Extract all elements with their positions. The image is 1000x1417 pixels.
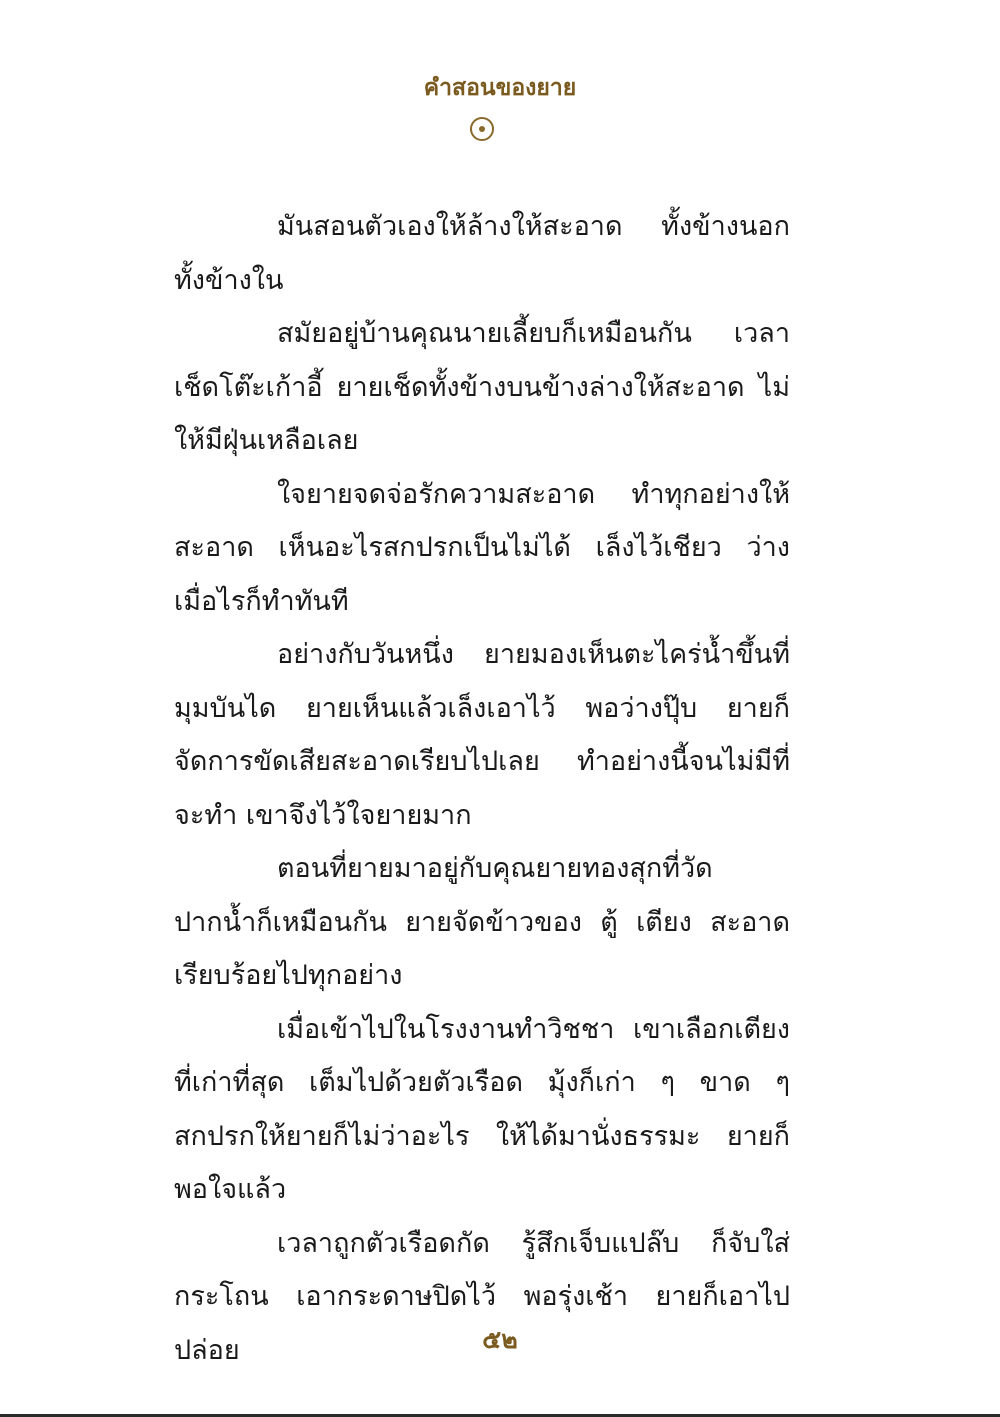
- paragraph-7: เวลาถูกตัวเรือดกัด รู้สึกเจ็บแปล๊บ ก็จับใส่กระโถน เอากระดาษปิดไว้ พอรุ่งเช้า ยายก็เอาไปปล่อย: [174, 1227, 790, 1366]
- body-text: [174, 200, 790, 1377]
- paragraph-4: อย่างกับวันหนึ่ง ยายมองเห็นตะไคร่น้ำขึ้นที่มุมบันได ยายเห็นแล้วเล็งเอาไว้ พอว่างปุ๊บ ยายก็จัดการขัดเสียสะอาดเรียบไปเลย ทำอย่างนี้จนไม่มีที่จะทำ เขาจึงไว้ใจยายมาก: [174, 639, 790, 831]
- paragraph-3: ใจยายจดจ่อรักความสะอาด ทำทุกอย่างให้สะอาด เห็นอะไรสกปรกเป็นไม่ได้ เล็งไว้เชียว ว่างเมื่อไรก็ทำทันที: [174, 478, 790, 617]
- page-number: ๕๒: [482, 1325, 518, 1354]
- paragraph-1: มันสอนตัวเองให้ล้างให้สะอาด ทั้งข้างนอกทั้งข้างใน: [174, 211, 790, 296]
- paragraph-2: สมัยอยู่บ้านคุณนายเลี้ยบก็เหมือนกัน เวลาเช็ดโต๊ะเก้าอี้ ยายเช็ดทั้งข้างบนข้างล่างให้สะอาด ไม่ให้มีฝุ่นเหลือเลย: [174, 318, 790, 456]
- paragraph-5: ตอนที่ยายมาอยู่กับคุณยายทองสุกที่วัดปากน้ำก็เหมือนกัน ยายจัดข้าวของ ตู้ เตียง สะอาดเรียบร้อยไปทุกอย่าง: [174, 853, 790, 991]
- paragraph-6: เมื่อเข้าไปในโรงงานทำวิชชา เขาเลือกเตียงที่เก่าที่สุด เต็มไปด้วยตัวเรือด มุ้งก็เก่า ๆ ขาด ๆ สกปรกให้ยายก็ไม่ว่าอะไร ให้ได้มานั่งธรรมะ ยายก็พอใจแล้ว: [174, 1013, 790, 1205]
- running-head-title: คำสอนของยาย: [423, 75, 577, 101]
- circle-dot-ornament-icon: [470, 117, 494, 141]
